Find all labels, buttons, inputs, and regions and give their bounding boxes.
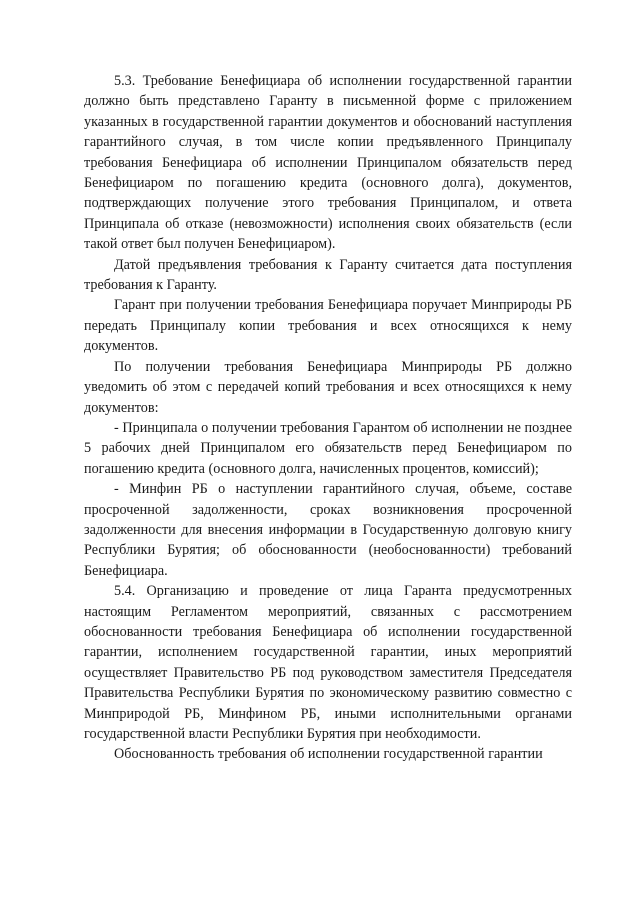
paragraph-5-3: 5.3. Требование Бенефициара об исполнении государственной гарантии должно быть представлено Гаранту в письменной форме с приложением указанных в государственной гарантии документов и обоснований наступления гарантийного случая, в том числе копии предъявленного Принципалу требования Бенефициара об исполнении Принципалом обязательств перед Бенефициаром по погашению кредита (основного долга), документов, подтверждающих получение этого требования Принципалом, и ответа Принципала об отказе (невозможности) исполнения своих обязательств (если такой ответ был получен Бенефициаром). — [84, 73, 572, 253]
list-item-minfin: - Минфин РБ о наступлении гарантийного случая, объеме, составе просроченной задолженности, сроках возникновения просроченной задолженности для внесения информации в Государственную долговую книгу Республики Бурятия; об обоснованности (необоснованности) требований Бенефициара. — [84, 481, 572, 579]
paragraph-guarantor-instructs: Гарант при получении требования Бенефициара поручает Минприроды РБ передать Принципалу копии требования и всех относящихся к нему документов. — [84, 297, 572, 355]
paragraph-notification: По получении требования Бенефициара Минприроды РБ должно уведомить об этом с передачей копий требования и всех относящихся к нему документов: — [84, 358, 572, 416]
paragraph-5-4: 5.4. Организацию и проведение от лица Гаранта предусмотренных настоящим Регламентом мероприятий, связанных с рассмотрением обоснованности требования Бенефициара об исполнении государственной гарантии, исполнением государственной гарантии, иных мероприятий осуществляет Правительство РБ под руководством заместителя Председателя Правительства Республики Бурятия по экономическому развитию совместно с Минприродой РБ, Минфином РБ, иными исполнительными органами государственной власти Республики Бурятия при необходимости. — [84, 583, 572, 742]
document-page — [84, 71, 572, 765]
list-item-principal: - Принципала о получении требования Гарантом об исполнении не позднее 5 рабочих дней Принципалом его обязательств перед Бенефициаром по погашению кредита (основного долга, начисленных процентов, комиссий); — [84, 419, 572, 477]
paragraph-validity: Обоснованность требования об исполнении государственной гарантии — [114, 746, 543, 763]
paragraph-claim-date: Датой предъявления требования к Гаранту считается дата поступления требования к Гаранту. — [84, 256, 572, 294]
